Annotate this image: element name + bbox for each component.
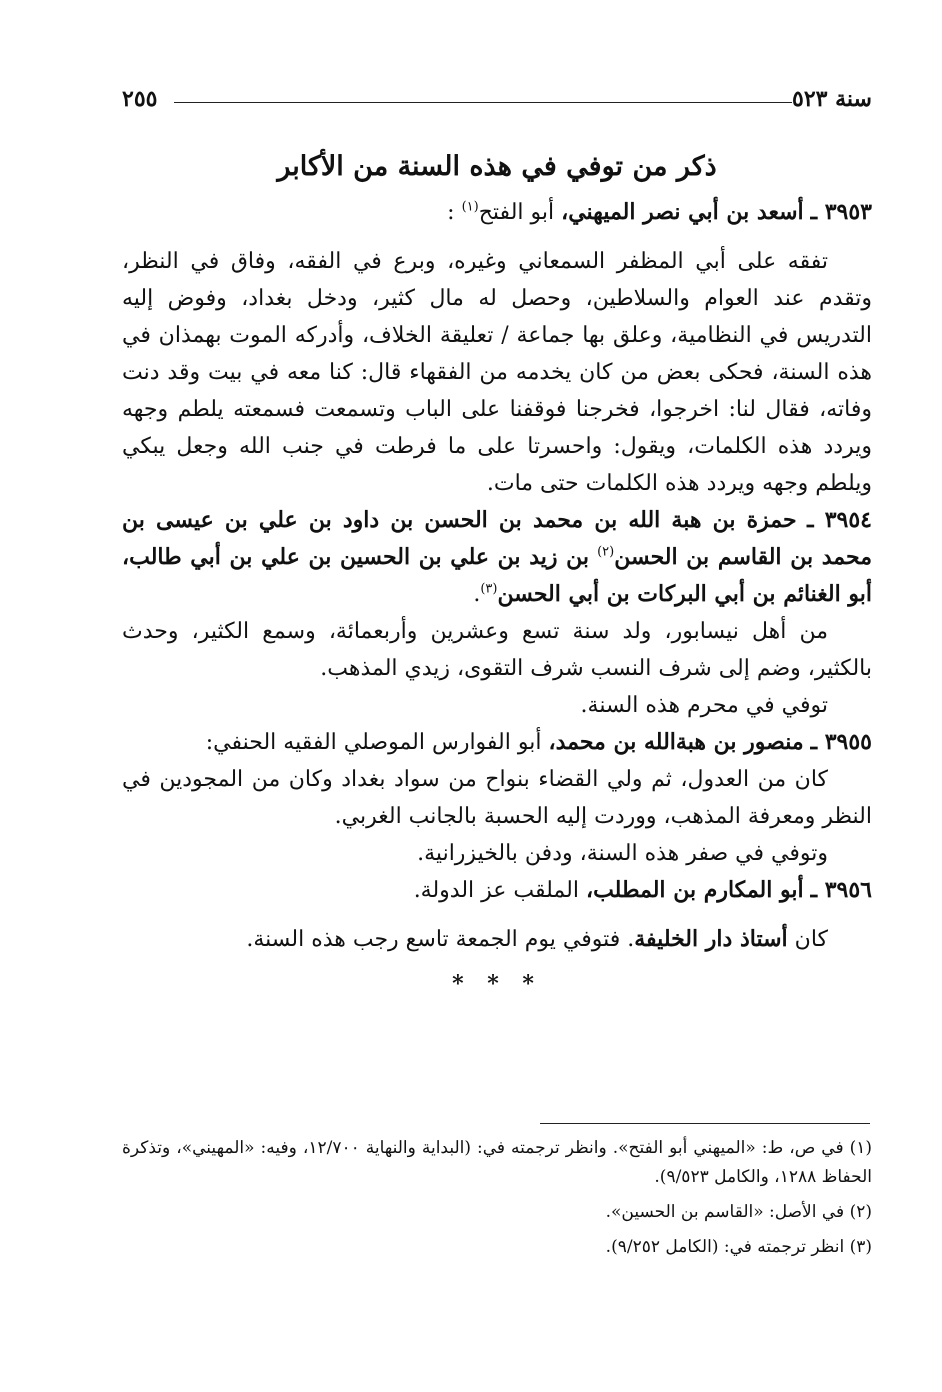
entry-number: ٣٩٥٥ ـ [810,729,872,755]
entry-title: الملقب عز الدولة. [413,878,579,903]
section-title: ذكر من توفي في هذه السنة من الأكابر [277,151,717,182]
bold-phrase: أستاذ دار الخليفة [634,926,788,952]
entry-3954-text-1: من أهل نيسابور، ولد سنة تسع وعشرين وأربعمائة، وسمع الكثير، وحدث بالكثير، وضم إلى شرف النسب شرف التقوى، زيدي المذهب. [122,619,872,681]
entry-3953-heading [122,194,872,231]
entry-kunya: أبو الفتح [478,200,555,225]
text-run: كان [794,927,828,952]
footnote-1: (١) في ص، ط: «الميهني أبو الفتح». وانظر ترجمته في: (البداية والنهاية ١٢/٧٠٠، وفيه: «المهيني»، وتذكرة الحفاظ ١٢٨٨، والكامل ٩/٥٢٣). [122,1138,872,1187]
entry-name: أبو المكارم بن المطلب، [585,877,804,903]
footnote-ref: (٣) [480,581,498,597]
running-header [122,86,872,116]
entry-name: أسعد بن أبي نصر الميهني، [561,199,804,225]
footnote-ref: (١) [461,199,479,215]
entry-kunya: أبو الفوارس الموصلي الفقيه الحنفي: [205,730,542,755]
entry-3953-text: تفقه على أبي المظفر السمعاني وغيره، وبرع في الفقه، وفاق في النظر، وتقدم عند العوام والسلاطين، وحصل له مال كثير، ودخل بغداد، وفوض إليه التدريس في النظامية، وعلق بها جماعة / تعليقة الخلاف، وأدركه الموت بهمذان في هذه السنة، فحكى بعض من كان يخدمه من الفقهاء قال: كنا معه في بيت وقد دنت وفاته، فقال لنا: اخرجوا، فخرجنا فوقفنا على الباب وتسمعت فسمعته يلطم وجهه ويردد هذه الكلمات، ويقول: واحسرتا على ما فرطت في جنب الله وجعل يبكي ويلطم وجهه ويردد هذه الكلمات حتى مات. [122,249,873,496]
footnote-ref: (٢) [597,544,615,560]
entry-number: ٣٩٥٤ ـ [807,507,872,533]
entry-name-part-2: بن زيد بن علي بن الحسين بن علي بن أبي طالب، أبو الغنائم بن أبي البركات بن أبي الحسن [122,544,872,607]
entry-3956-heading [122,872,872,909]
footnote-rule [540,1123,870,1124]
entry-end-punct: . [473,582,481,607]
entry-3954-heading [122,502,872,613]
page-body [122,140,872,1007]
entry-3954-text-2: توفي في محرم هذه السنة. [580,693,828,718]
entry-name: منصور بن هبةالله بن محمد، [548,729,804,755]
entry-name-part-1: حمزة بن هبة الله بن محمد بن الحسن بن داود بن علي بن عيسى بن محمد بن القاسم بن الحسن [122,507,873,570]
entry-number: ٣٩٥٦ ـ [810,877,872,903]
entry-3955-heading [122,724,872,761]
text-run: . فتوفي يوم الجمعة تاسع رجب هذه السنة. [246,927,635,952]
year-label: سنة ٥٢٣ [792,86,872,112]
footnote-2: (٢) في الأصل: «القاسم بن الحسين». [605,1202,872,1222]
footnote-3: (٣) انظر ترجمته في: (الكامل ٩/٢٥٢). [605,1237,872,1257]
entry-colon: : [447,200,455,225]
entry-3955-text-1: كان من العدول، ثم ولي القضاء بنواح من سواد بغداد وكان من المجودين في النظر ومعرفة المذهب، ووردت إليه الحسبة بالجانب الغربي. [122,767,872,829]
entry-3955-text-2: وتوفي في صفر هذه السنة، ودفن بالخيزرانية. [417,841,828,866]
page-number: ٢٥٥ [122,86,158,112]
section-divider: * * * [452,971,542,997]
footnotes [122,1134,872,1268]
entry-number: ٣٩٥٣ ـ [810,199,872,225]
header-rule [174,102,792,103]
entry-3956-text [122,921,872,958]
